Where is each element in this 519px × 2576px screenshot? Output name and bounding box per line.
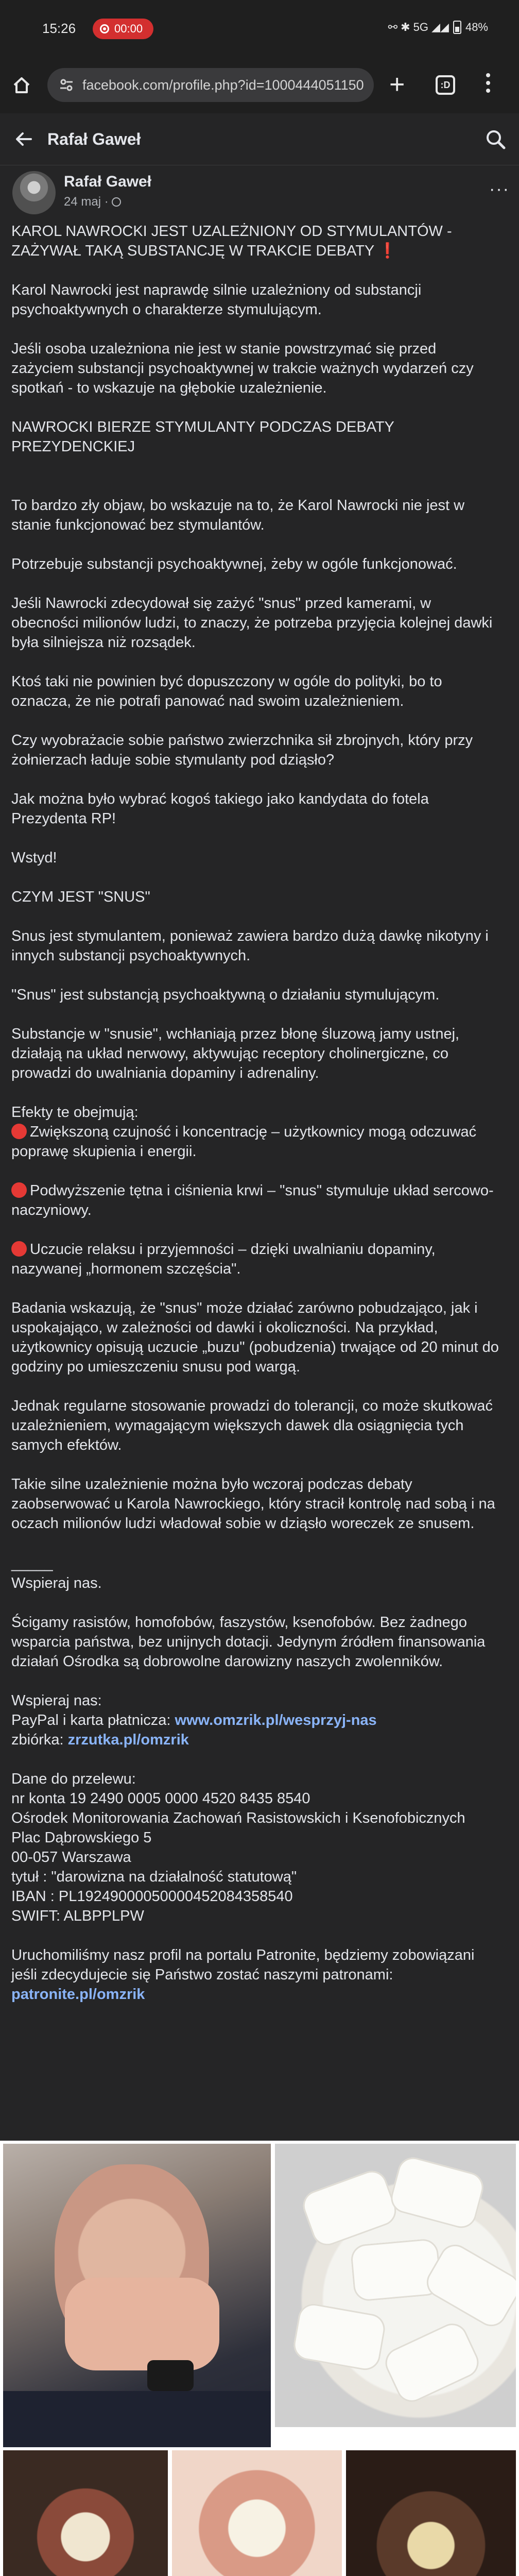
avatar[interactable] [12,171,56,214]
effect-item: Zwiększoną czujność i koncentrację – użytkownicy mogą odczuwać poprawę skupienia i energii. [11,1124,477,1160]
paragraph: Jak można było wybrać kogoś takiego jako kandydata do fotela Prezydenta RP! [11,791,429,827]
browser-toolbar [0,57,519,113]
photo-snus-under-lip[interactable] [346,2450,516,2576]
system-icons [388,21,488,34]
battery-icon [453,21,461,34]
support-label: Wspieraj nas: [11,1692,102,1709]
patronite-text: Uruchomiliśmy nasz profil na portalu Patronite, będziemy zobowiązani jeśli zdecydujecie się Państwo zostać naszymi patronami: [11,1947,475,1983]
screen-record-chip[interactable] [93,19,153,39]
new-tab-plus-icon[interactable]: + [389,70,405,99]
red-circle-icon [11,1241,27,1257]
status-bar [0,0,519,57]
effect-item: Uczucie relaksu i przyjemności – dzięki uwalnianiu dopaminy, nazywanej „hormonem szczęścia". [11,1241,436,1277]
post-image-row [0,2447,519,2576]
zbiorka-link[interactable]: zrzutka.pl/omzrik [67,1732,189,1748]
tab-switcher-icon[interactable]: :D [436,75,455,95]
paypal-link[interactable]: www.omzrik.pl/wesprzyj-nas [175,1712,377,1728]
post-author-row [0,166,519,223]
photo-gum-recession[interactable] [172,2450,342,2576]
effects-list [11,1103,500,1161]
paragraph: Ktoś taki nie powinien być dopuszczony w ogóle do polityki, bo to oznacza, że nie potrafi panować nad swoim uzależnieniem. [11,673,442,709]
search-icon[interactable] [484,128,507,150]
paypal-label: PayPal i karta płatnicza: [11,1712,171,1728]
paragraph: Czy wyobrażacie sobie państwo zwierzchnika sił zbrojnych, który przy żołnierzach ładuje sobie stymulanty pod dziąsło? [11,732,473,768]
red-circle-icon [11,1182,27,1198]
zbiorka-label: zbiórka: [11,1732,64,1748]
paragraph: Jeśli osoba uzależniona nie jest w stanie powstrzymać się przed zażyciem substancji psychoaktywnej w trakcie ważnych wydarzeń czy spotkań - to wskazuje na głębokie uzależnienie. [11,341,474,396]
paragraph: Snus jest stymulantem, ponieważ zawiera bardzo dużą dawkę nikotyny i innych substancji psychoaktywnych. [11,928,489,964]
patronite-block [11,1945,500,2004]
donation-links [11,1691,500,1750]
iban: IBAN : PL19249000050000452084358540 [11,1888,293,1905]
photo-man-hands-to-mouth[interactable] [3,2144,271,2471]
swift: SWIFT: ALBPPLPW [11,1908,144,1924]
paragraph: Wspieraj nas. [11,1575,102,1591]
site-settings-icon[interactable] [59,77,74,93]
author-name[interactable]: Rafał Gaweł [64,173,152,190]
post-options-icon[interactable]: ··· [489,179,510,199]
support-block [11,1554,500,1593]
post-body [11,222,500,2004]
globe-icon [112,197,121,207]
paragraph: Ścigamy rasistów, homofobów, faszystów, ksenofobów. Bez żadnego wsparcia państwa, bez unijnych dotacji. Jedynym źródłem finansowania działań Ośrodka są dobrowolne darowizny naszych zwolenników. [11,1614,486,1670]
paragraph: Jeśli Nawrocki zdecydował się zażyć "snus" przed kamerami, w obecności milionów ludzi, to znaczy, że potrzeba przyjęcia kolejnej dawki była silniejsza niż rozsądek. [11,595,493,651]
paragraph: To bardzo zły objaw, bo wskazuje na to, że Karol Nawrocki nie jest w stanie funkcjonować bez stymulantów. [11,497,465,533]
paragraph: "Snus" jest substancją psychoaktywną o działaniu stymulującym. [11,987,440,1003]
post-image-collage[interactable] [0,2141,519,2481]
paragraph: Jednak regularne stosowanie prowadzi do tolerancji, co może skutkować uzależnieniem, wymagającym większych dawek dla osiągnięcia tych samych efektów. [11,1398,493,1453]
bank-transfer-block [11,1769,500,1926]
battery-level: 48% [465,21,488,33]
header-title: Rafał Gaweł [47,130,141,148]
fb-header [0,113,519,165]
separator: _____ [11,1555,53,1572]
paragraph: Potrzebuje substancji psychoaktywnej, żeby w ogóle funkcjonować. [11,556,457,572]
patronite-link[interactable]: patronite.pl/omzrik [11,1986,145,2003]
street: Plac Dąbrowskiego 5 [11,1829,152,1846]
record-icon [100,24,109,33]
paragraph: NAWROCKI BIERZE STYMULANTY PODCZAS DEBATY PREZYDENCKIEJ [11,419,394,455]
effect-paragraph [11,1181,500,1220]
account-number: nr konta 19 2490 0005 0000 4520 8435 8540 [11,1790,310,1807]
post-title-text: KAROL NAWROCKI JEST UZALEŻNIONY OD STYMULANTÓW - ZAŻYWAŁ TAKĄ SUBSTANCJĘ W TRAKCIE DEBATY [11,223,452,259]
signal-icons: ⚯ ✱ 5G ◢◢ [388,21,449,33]
effect-paragraph [11,1240,500,1279]
post-date-text: 24 maj · [64,195,109,209]
browser-menu-icon[interactable] [486,73,490,97]
home-icon[interactable] [11,75,32,95]
paragraph: Badania wskazują, że "snus" może działać zarówno pobudzająco, jak i uspokajająco, w zależności od dawki i okoliczności. Na przykład, użytkownicy opisują uczucie „buzu" (pobudzenia) trwające od 20 minut do godziny po umieszczeniu snusu pod wargą. [11,1300,499,1375]
city: 00-057 Warszawa [11,1849,131,1866]
transfer-label: Dane do przelewu: [11,1771,136,1787]
red-circle-icon [11,1124,27,1139]
paragraph: Karol Nawrocki jest naprawdę silnie uzależniony od substancji psychoaktywnych o charakterze stymulującym. [11,282,422,318]
paragraph: Takie silne uzależnienie można było wczoraj podczas debaty zaobserwować u Karola Nawrockiego, który stracił kontrolę nad sobą i na oczach milionów ludzi władował sobie w dziąsło woreczek ze snusem. [11,1476,495,1532]
back-arrow-icon[interactable] [13,129,34,149]
url-text[interactable]: facebook.com/profile.php?id=1000444051150 [82,77,364,93]
section-heading: CZYM JEST "SNUS" [11,889,150,905]
effects-intro: Efekty te obejmują: [11,1104,139,1121]
address-bar[interactable] [47,68,374,102]
org-name: Ośrodek Monitorowania Zachowań Rasistowskich i Ksenofobicznych [11,1810,465,1826]
clock: 15:26 [42,21,76,36]
zbiorka-line [11,1730,500,1750]
post-date [64,195,121,209]
paragraph: Wstyd! [11,850,57,866]
effect-item: Podwyższenie tętna i ciśnienia krwi – "snus" stymuluje układ sercowo-naczyniowy. [11,1182,494,1218]
photo-snus-pouches[interactable] [275,2144,516,2427]
record-timer: 00:00 [114,22,143,35]
paypal-line [11,1710,500,1730]
photo-stained-teeth[interactable] [3,2450,168,2576]
post-title [11,222,500,261]
patronite-line [11,1985,500,2004]
exclamation-icon: ❗ [378,243,397,259]
paragraph: Substancje w "snusie", wchłaniają przez błonę śluzową jamy ustnej, działają na układ nerwowy, aktywując receptory cholinergiczne, co prowadzi do uwalniania dopaminy i adrenaliny. [11,1026,460,1081]
transfer-title: tytuł : "darowizna na działalność statutową" [11,1869,297,1885]
